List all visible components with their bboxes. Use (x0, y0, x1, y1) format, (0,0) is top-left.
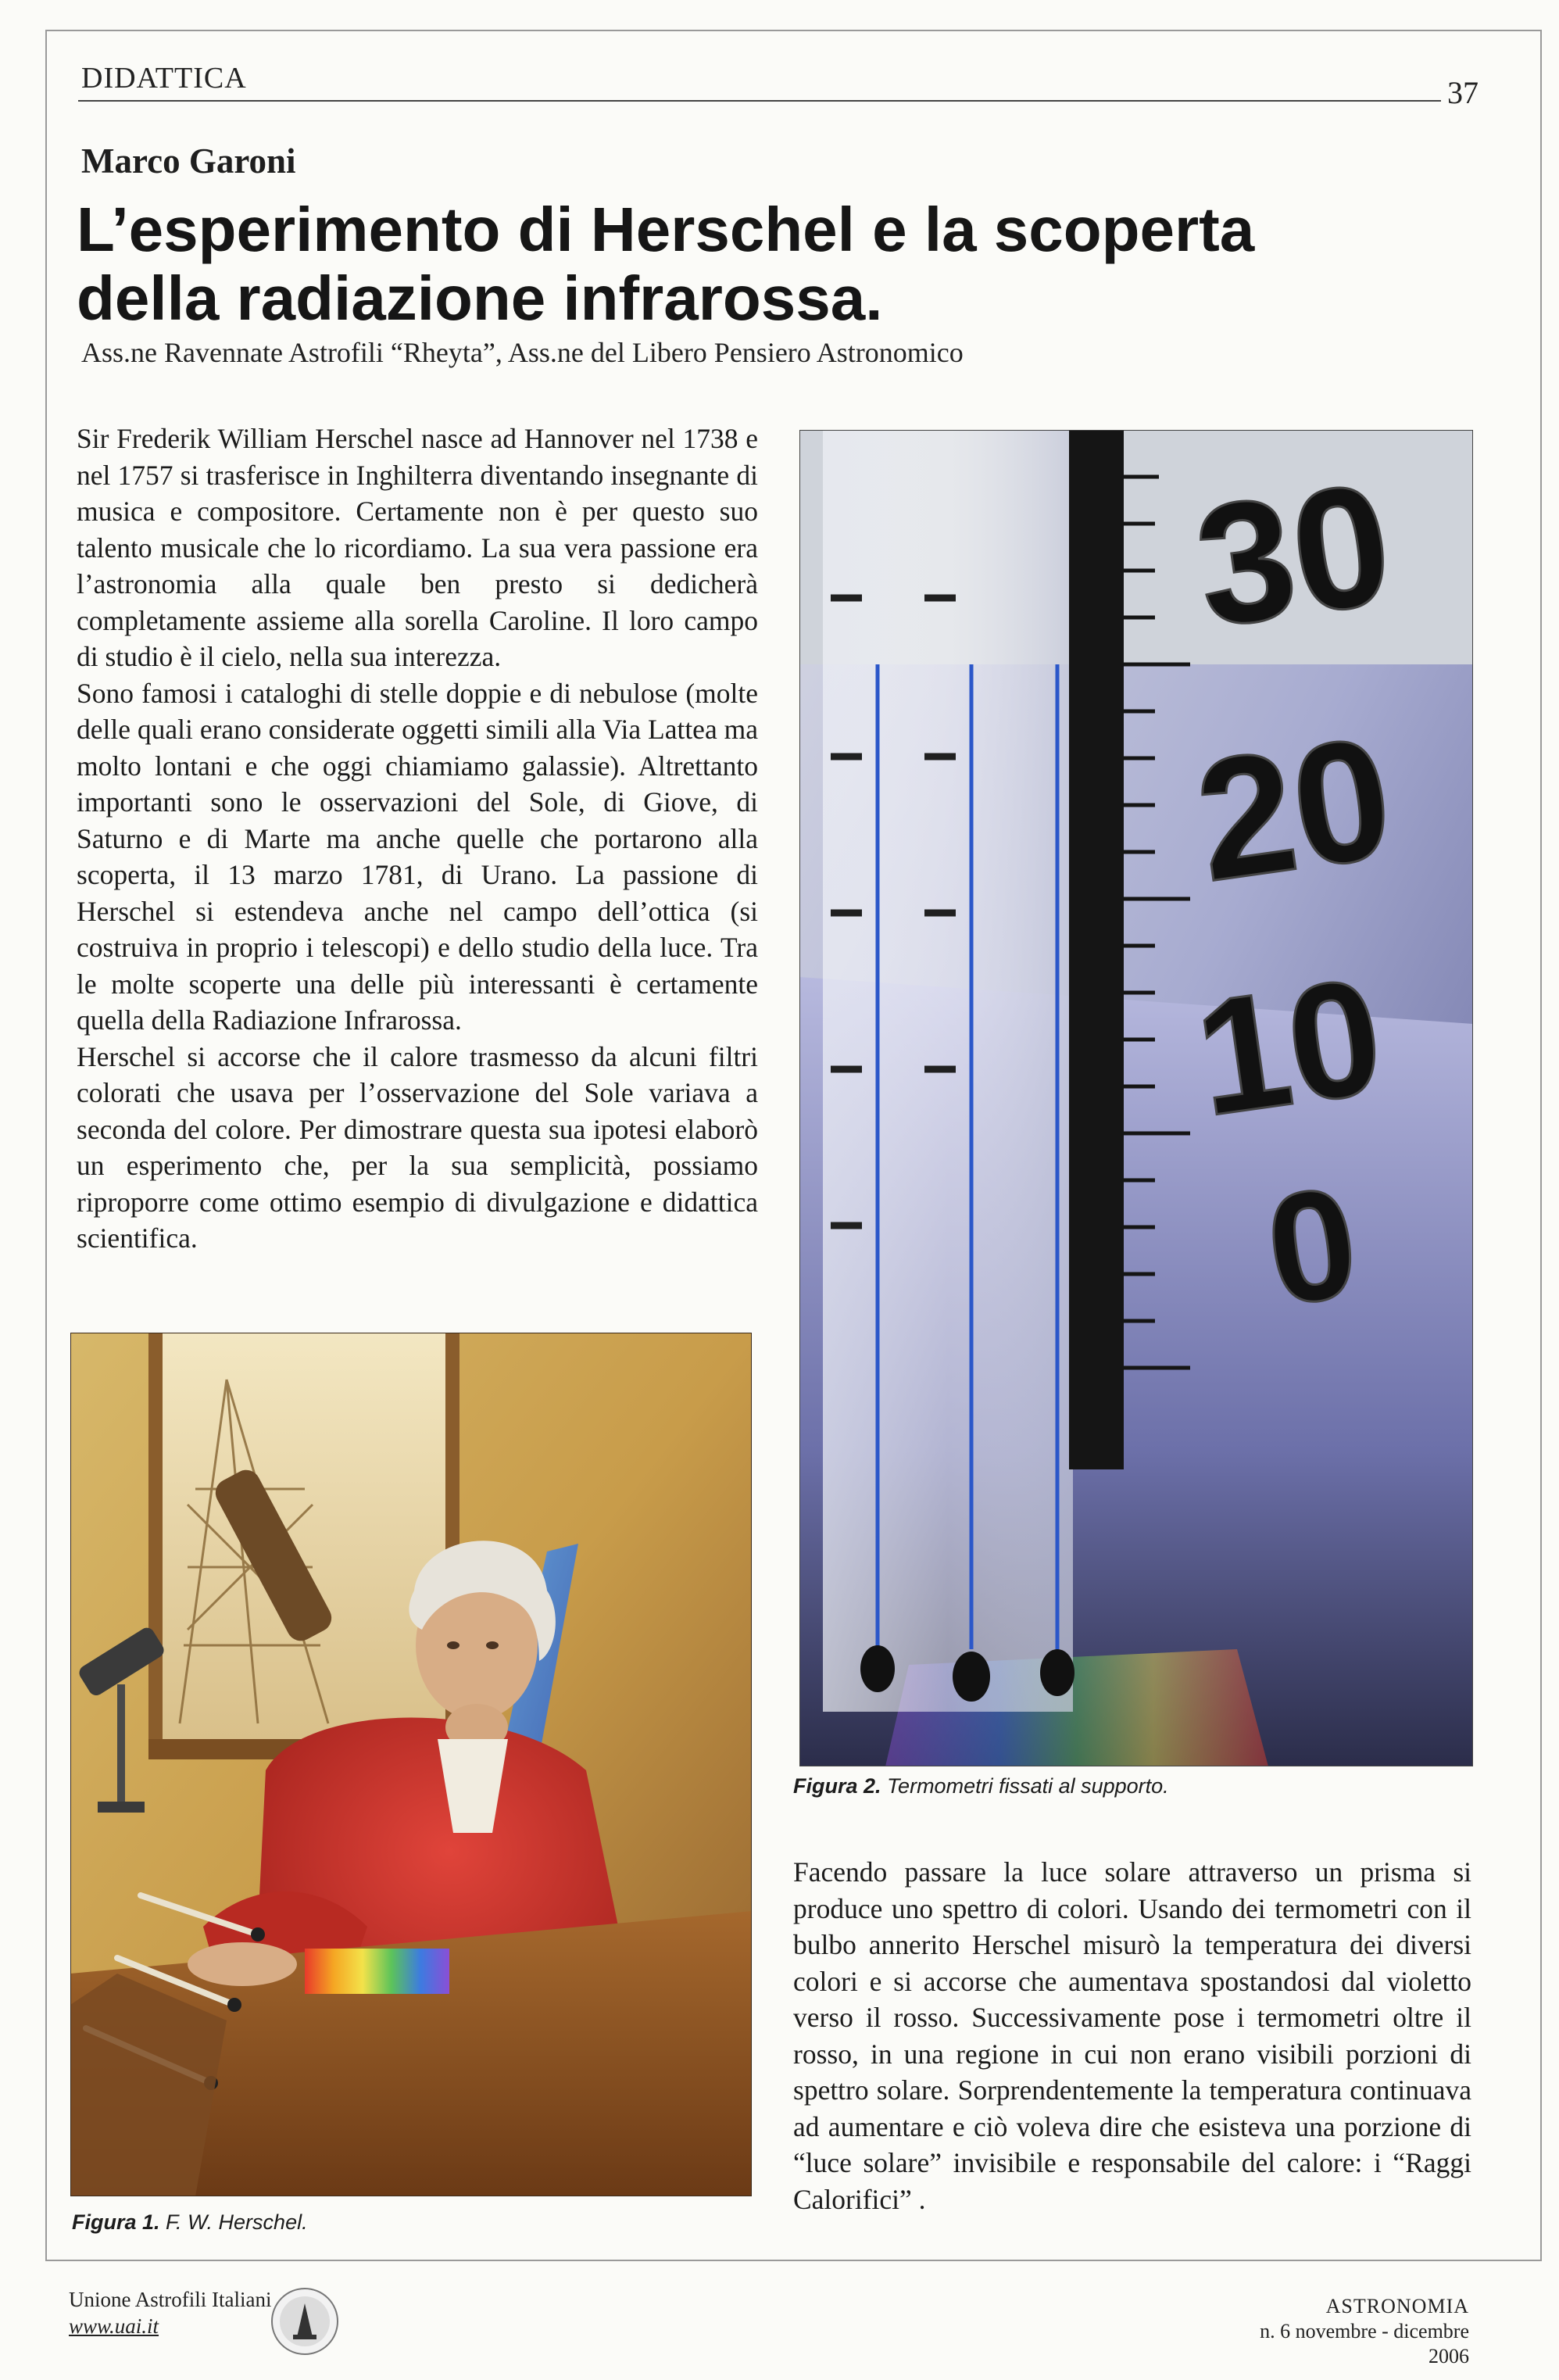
scale-number-0: 0 (1257, 1154, 1368, 1340)
figure-1-label: Figura 1. (72, 2210, 160, 2234)
scale-number-30: 30 (1185, 446, 1402, 664)
paragraph-1: Sir Frederik William Herschel nasce ad Hannover nel 1738 e nel 1757 si trasferisce in Inghilterra diventando insegnante di musica e compositore. Certamente non è per questo suo talento musicale che lo ricordiamo. La sua vera passione era l’astronomia alla quale ben presto si dedicherà completamente assieme alla sorella Caroline. Il loro campo di studio è il cielo, nella sua interezza. (77, 423, 758, 672)
footer-org (69, 2286, 271, 2339)
figure-1-caption-text: F. W. Herschel. (166, 2210, 308, 2234)
article-title: L’esperimento di Herschel e la scoperta della radiazione infrarossa. (77, 195, 1255, 333)
figure-1-caption (72, 2210, 308, 2235)
figure-2-thermometers-photo (799, 430, 1473, 1766)
footer-magazine (1235, 2294, 1469, 2369)
paragraph-4: Facendo passare la luce solare attraverso un prisma si produce uno spettro di colori. Usando dei termometri con il bulbo annerito Herschel misurò la temperatura dei diversi colori e si accorse che aumentava spostandosi dal violetto verso il rosso. Successivamente pose i termometri oltre il rosso, in una regione in cui non erano visibili porzioni di spettro solare. Sorprendentemente la temperatura continuava ad aumentare e ciò voleva dire che esisteva una porzione di “luce solare” invisibile e responsabile del calore: i “Raggi Calorifici” . (793, 1856, 1471, 2215)
paragraph-2: Sono famosi i cataloghi di stelle doppie e di nebulose (molte delle quali erano considerate oggetti simili alla Via Lattea ma molto lontani e che oggi chiamiamo galassie). Altrettanto importanti sono le osservazioni del Sole, di Giove, di Saturno e di Marte ma anche quelle che portarono alla scoperta, il 13 marzo 1781, di Urano. La passione di Herschel si estendeva anche nel campo dell’ottica (si costruiva in proprio i telescopi) e dello studio della luce. Tra le molte scoperte una delle più interessanti è certamente quella della Radiazione Infrarossa. (77, 677, 758, 1036)
right-column-text (793, 1854, 1471, 2217)
scale-number-10: 10 (1185, 943, 1393, 1151)
footer-issue: n. 6 novembre - dicembre 2006 (1260, 2320, 1469, 2367)
footer-magazine-name: ASTRONOMIA (1325, 2295, 1469, 2317)
herschel-portrait-illustration (70, 1333, 752, 2196)
author-name: Marco Garoni (81, 141, 296, 181)
header-rule (78, 100, 1441, 102)
scale-number-20: 20 (1185, 700, 1403, 918)
section-label: DIDATTICA (81, 62, 247, 95)
footer-org-name: Unione Astrofili Italiani (69, 2288, 272, 2311)
footer-url-link[interactable]: www.uai.it (69, 2314, 159, 2338)
figure-2-label: Figura 2. (793, 1774, 881, 1798)
paragraph-3: Herschel si accorse che il calore trasmesso da alcuni filtri colorati che usava per l’osservazione del Sole variava a seconda del colore. Per dimostrare questa sua ipotesi elaborò un esperimento che, per la sua semplicità, possiamo riproporre come ottimo esempio di divulgazione e didattica scientifica. (77, 1040, 758, 1254)
figure-2-caption-text: Termometri fissati al supporto. (887, 1774, 1169, 1798)
uai-logo-icon (270, 2286, 340, 2357)
figure-2-caption (793, 1774, 1169, 1798)
thermometers-photo (799, 430, 1473, 1766)
page-number: 37 (1447, 75, 1479, 110)
author-affiliation: Ass.ne Ravennate Astrofili “Rheyta”, Ass.ne del Libero Pensiero Astronomico (81, 337, 964, 368)
figure-1-herschel-painting (70, 1333, 752, 2196)
left-column-text (77, 421, 758, 1257)
